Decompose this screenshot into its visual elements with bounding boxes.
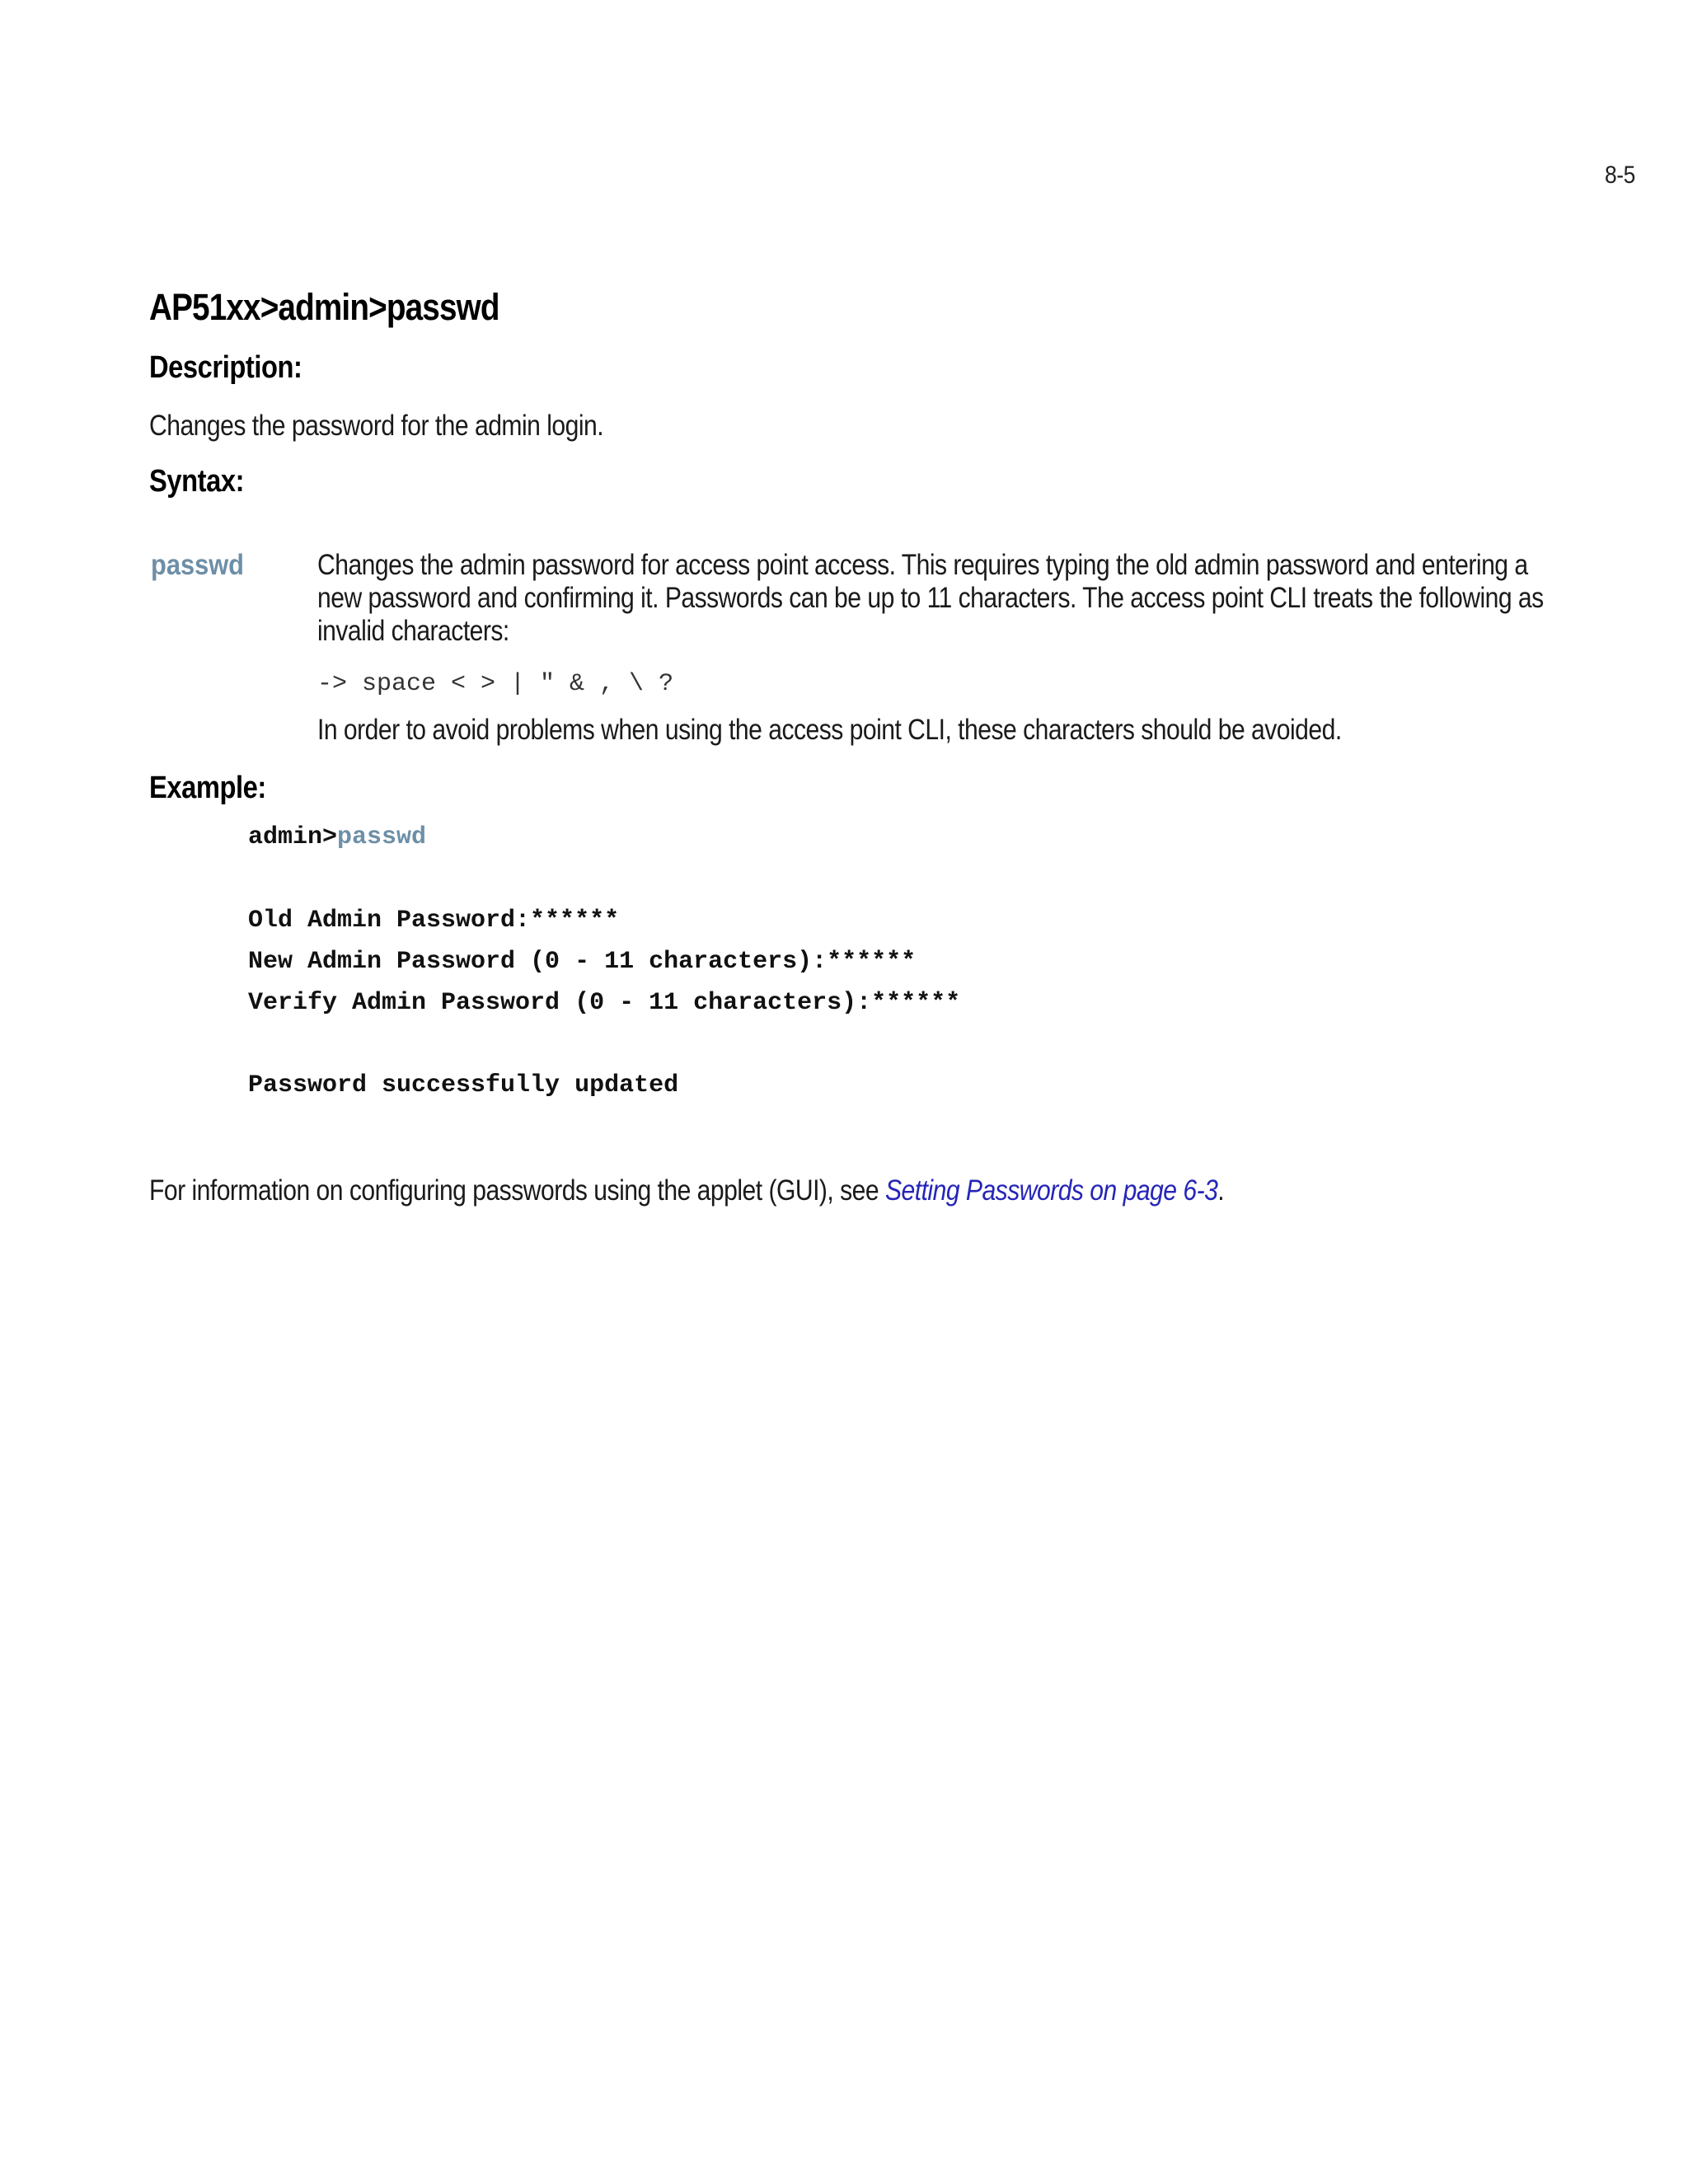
parameter-description-line: Changes the admin password for access point access. This requires typing the old admin password and entering a [317, 549, 1528, 581]
footer-note-text: For information on configuring passwords using the applet (GUI), see [149, 1174, 885, 1207]
invalid-characters-list: -> space < > | " & , \ ? [317, 670, 674, 698]
description-heading: Description: [149, 350, 302, 385]
setting-passwords-link[interactable]: Setting Passwords on page 6-3 [884, 1174, 1218, 1207]
syntax-parameter-description [317, 549, 1590, 648]
cli-prompt: admin> [248, 823, 338, 851]
footer-note [149, 1174, 1224, 1207]
section-title: AP51xx>admin>passwd [149, 286, 499, 328]
parameter-description-line: invalid characters: [317, 615, 509, 647]
syntax-parameter-name: passwd [151, 549, 244, 581]
example-output-old-password: Old Admin Password:****** [248, 907, 620, 935]
footer-note-period: . [1217, 1174, 1225, 1207]
example-output-result: Password successfully updated [248, 1071, 679, 1099]
cli-command: passwd [337, 823, 427, 851]
example-output-verify-password: Verify Admin Password (0 - 11 characters):****** [248, 989, 961, 1017]
example-heading: Example: [149, 771, 266, 805]
example-output-new-password: New Admin Password (0 - 11 characters):****** [248, 948, 917, 976]
parameter-description-line: new password and confirming it. Passwords can be up to 11 characters. The access point CLI treats the following as [317, 582, 1544, 614]
description-text: Changes the password for the admin login. [149, 410, 604, 442]
syntax-note: In order to avoid problems when using the access point CLI, these characters should be avoided. [317, 714, 1342, 746]
example-command-line [248, 823, 426, 851]
syntax-heading: Syntax: [149, 464, 245, 499]
page-number: 8-5 [1605, 162, 1635, 189]
